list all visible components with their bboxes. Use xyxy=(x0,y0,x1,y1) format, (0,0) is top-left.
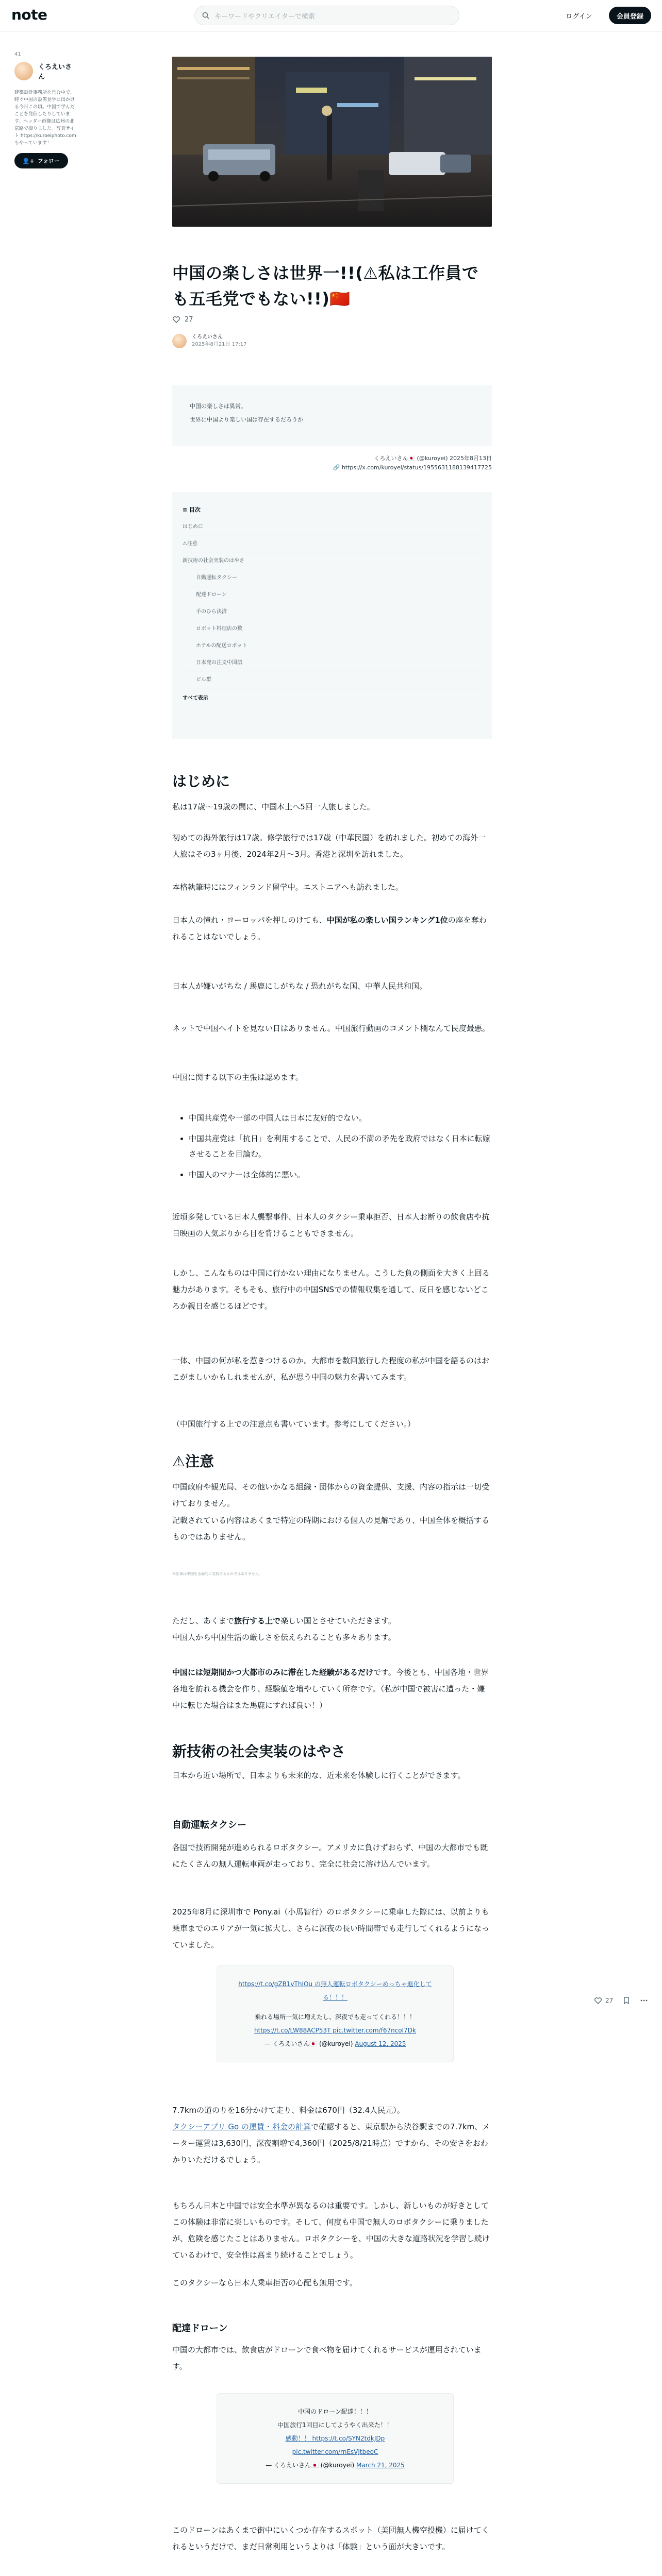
subheading-drone: 配達ドローン xyxy=(172,2323,228,2334)
paragraph: もちろん日本と中国では安全水準が異なるのは重要です。しかし、新しいものが好きとしてこの体験は非常に楽しいものです。そして、何度も中国で無人のロボタクシーに乗りましたが、危険を感じたことはありません。ロボタクシーを、中国の大きな道路状況を学習し続けているわけで、安全性は高まり続けることでしょう。 xyxy=(172,2201,490,2260)
list-icon: ≡ xyxy=(183,506,190,513)
paragraph: 私は17歳〜19歳の間に、中国本土へ5回一人旅しました。 xyxy=(172,802,375,811)
follow-label: フォロー xyxy=(37,158,60,164)
quote-line: 中国の楽しさは異常。 xyxy=(190,403,246,410)
tweet-text: 乗れる場所一気に増えたし、深夜でも走ってくれる！！！ xyxy=(254,2013,416,2021)
sidebar-count: 41 xyxy=(14,52,21,57)
search-box[interactable] xyxy=(194,6,459,25)
paragraph: このタクシーなら日本人乗車拒否の心配も無用です。 xyxy=(172,2278,357,2287)
subheading-taxi: 自動運転タクシー xyxy=(172,1820,246,1831)
paragraph: 中国人から中国生活の厳しさを伝えられることも多々あります。 xyxy=(172,1633,396,1642)
paragraph: （中国旅行する上での注意点も書いています。参考にしてください。） xyxy=(172,1419,416,1429)
paragraph: 2025年8月に深圳市で Pony.ai（小馬智行）のロボタクシーに乗車した際には、以前よりも乗車までのエリアが一気に拡大し、さらに深夜の長い時間帯でも走行してくれるようになっていました。 xyxy=(172,1907,490,1950)
like-row[interactable] xyxy=(172,315,193,324)
paragraph: ただし、あくまで旅行する上で楽しい国とさせていただきます。 xyxy=(172,1616,396,1625)
quote-source-link[interactable]: 🔗 https://x.com/kuroyei/status/1955631188139417725 xyxy=(333,464,492,471)
follow-button[interactable] xyxy=(14,153,68,168)
tweet-text: 中国旅行1回目にしてようやく出来た！！ xyxy=(277,2421,393,2429)
link-icon: 🔗 xyxy=(333,464,342,471)
note-logo[interactable]: note xyxy=(11,6,47,23)
floating-action-bar xyxy=(594,1996,648,2005)
paragraph: 中国には短期間かつ大都市のみに滞在した経験があるだけです。今後とも、中国各地・世界各地を訪れる機会を作り、経験値を増やしていく所存です。（私が中国で被害に遭った・嫌中に転じた場合はまた馬鹿にすれば良い！） xyxy=(172,1668,489,1710)
paragraph: 中国に関する以下の主張は認めます。 xyxy=(172,1073,303,1082)
section-heading-tech: 新技術の社会実装のはやさ xyxy=(172,1743,346,1760)
paragraph: しかし、こんなものは中国に行かない理由になりません。こうした負の側面を大きく上回る魅力があります。そもそも、旅行中の中国SNSでの情報収集を通して、反日を感じないどころか親日を感じるほどです。 xyxy=(172,1268,490,1311)
paragraph: 一体、中国の何が私を惹きつけるのか。大都市を数回旅行した程度の私が中国を語るのはおこがましいかもしれませんが、私が思う中国の魅力を書いてみます。 xyxy=(172,1356,490,1382)
tweet-date-link[interactable]: March 21, 2025 xyxy=(356,2462,405,2469)
list-item: • 中国共産党は「抗日」を利用することで、人民の不満の矛先を政府ではなく日本に転嫁させることを目論む。 xyxy=(189,1128,491,1164)
inline-link[interactable]: タクシーアプリ Go の運賃・料金の計算 xyxy=(172,2122,311,2131)
tweet-author: — くろえいさん🇯🇵 (@kuroyei) August 12, 2025 xyxy=(264,2040,406,2047)
quote-line: 世界に中国より楽しい国は存在するだろうか xyxy=(190,416,303,423)
toc-show-all-button[interactable]: すべて表示 xyxy=(183,696,208,701)
paragraph: ネットで中国ヘイトを見ない日はありません。中国旅行動画のコメント欄なんて民度最悪。 xyxy=(172,1024,490,1033)
toc-item[interactable]: ⚠注意 xyxy=(183,535,482,552)
top-header xyxy=(0,0,662,32)
author-name[interactable]: くろえいさん xyxy=(192,334,223,340)
paragraph: タクシーアプリ Go の運賃・料金の計算で確認すると、東京駅から渋谷駅までの7.7km、メーター運賃は3,630円、深夜割増で4,360円（2025/8/21時点）ですから、その安さをおわかりいただけるでしょう。 xyxy=(172,2122,490,2164)
tweet-embed xyxy=(217,1965,454,2062)
paragraph: 近頃多発している日本人襲撃事件、日本人のタクシー乗車拒否、日本人お断りの飲食店や抗日映画の人気ぶりから目を背けることもできません。 xyxy=(172,1212,490,1238)
toc-item[interactable]: 日本発の注文中国語 xyxy=(183,654,482,671)
heart-icon[interactable] xyxy=(172,315,180,324)
toc-item[interactable]: ホテルの配送ロボット xyxy=(183,637,482,654)
paragraph: 日本から近い場所で、日本よりも未来的な、近未来を体験しに行くことができます。 xyxy=(172,1771,466,1780)
bullet-list xyxy=(181,1108,491,1185)
toc-title[interactable]: ≡ 目次 xyxy=(183,501,482,518)
like-count: 27 xyxy=(185,315,193,324)
article-title: 中国の楽しさは世界一!!(⚠私は工作員でも五毛党でもない!!)🇨🇳 xyxy=(172,263,479,309)
tweet-embed xyxy=(217,2393,454,2484)
quote-box xyxy=(172,385,492,446)
search-icon xyxy=(202,12,209,19)
quote-attribution: くろえいさん🇯🇵 (@kuroyei) 2025年8月13日 xyxy=(374,455,492,462)
bold-text: 中国が私の楽しい国ランキング1位 xyxy=(326,916,448,925)
heart-icon xyxy=(594,1996,602,2005)
author-sidebar xyxy=(14,52,76,168)
article-author[interactable] xyxy=(172,334,247,348)
bookmark-icon[interactable] xyxy=(622,1996,631,2005)
tweet-link[interactable]: https://t.co/LW88ACP53T pic.twitter.com/f67ncoI7Dk xyxy=(254,2027,416,2034)
section-heading-intro: はじめに xyxy=(172,773,230,790)
paragraph: 中国政府や観光局、その他いかなる組織・団体からの資金提供、支援、内容の指示は一切受けておりません。 xyxy=(172,1482,490,1508)
small-note: 本記事は中国を全面的に支持するものではありません。 xyxy=(172,1572,263,1576)
paragraph: このドローンはあくまで街中にいくつか存在するスポット（美団無人機空投機）に届けてくれるというだけで、まだ日常利用というよりは「体験」という面が大きいです。 xyxy=(172,2526,489,2551)
paragraph: 中国の大都市では、飲食店がドローンで食べ物を届けてくれるサービスが運用されています。 xyxy=(172,2345,482,2371)
signup-button[interactable]: 会員登録 xyxy=(609,7,651,24)
hero-image xyxy=(172,57,492,227)
sidebar-author-name[interactable]: くろえいさん xyxy=(38,63,72,81)
list-item: • 中国共産党や一部の中国人は日本に友好的でない。 xyxy=(189,1108,491,1128)
more-icon[interactable] xyxy=(640,1996,648,2005)
paragraph: 初めての海外旅行は17歳。修学旅行では17歳（中華民国）を訪れました。初めての海外一人旅はその3ヶ月後、2024年2月〜3月。香港と深圳を訪れました。 xyxy=(172,833,486,859)
section-heading-warning: ⚠注意 xyxy=(172,1453,214,1470)
paragraph: 各国で技術開発が進められるロボタクシー。アメリカに負けずおらず、中国の大都市でも既にたくさんの無人運転車両が走っており、完全に社会に溶け込んでいます。 xyxy=(172,1843,488,1869)
publish-date: 2025年8月21日 17:17 xyxy=(192,342,247,347)
search-placeholder: キーワードやクリエイターで検索 xyxy=(214,12,315,21)
toc-item[interactable]: はじめに xyxy=(183,518,482,535)
like-count: 27 xyxy=(605,1997,614,2004)
paragraph: 日本人が嫌いがちな / 馬鹿にしがちな / 恐れがちな国、中華人民共和国。 xyxy=(172,981,427,991)
sidebar-author[interactable] xyxy=(14,61,76,81)
tweet-date-link[interactable]: August 12, 2025 xyxy=(355,2040,406,2047)
avatar[interactable] xyxy=(14,62,33,80)
login-button[interactable]: ログイン xyxy=(566,12,592,21)
toc-item[interactable]: ビル群 xyxy=(183,671,482,688)
toc-item[interactable]: 配達ドローン xyxy=(183,586,482,603)
paragraph: 記載されている内容はあくまで特定の時期における個人の見解であり、中国全体を概括するものではありません。 xyxy=(172,1516,490,1541)
paragraph: 本格執筆時にはフィンランド留学中。エストニアへも訪れました。 xyxy=(172,883,403,892)
toc-item[interactable]: 自動運転タクシー xyxy=(183,569,482,586)
table-of-contents xyxy=(172,492,492,739)
list-item: • 中国人のマナーは全体的に悪い。 xyxy=(189,1164,491,1185)
tweet-link[interactable]: pic.twitter.com/rnEsVJtbeoC xyxy=(292,2448,378,2455)
add-user-icon: 👤+ xyxy=(22,157,35,164)
tweet-link[interactable]: 感動！！ https://t.co/SYN2tdkJDp xyxy=(285,2435,385,2442)
sidebar-bio: 建築設計事務所を営む中で、時々中国の設備見学に出かける今日この頃。中国で学んだことを発信したりしています。ヘッダー画像は広州の北京路で撮りました。写真サイト https://kuroeiphoto.com もやっています！ xyxy=(14,90,76,146)
tweet-text: 中国のドローン配達！！！ xyxy=(298,2408,372,2415)
author-avatar[interactable] xyxy=(172,334,187,348)
tweet-link[interactable]: https://t.co/gZB1vThIOu の無人運転ロボタクシーめっちゃ進化してる！！！ xyxy=(238,1980,432,2001)
toc-item[interactable]: 新技術の社会実装のはやさ xyxy=(183,552,482,569)
paragraph: 7.7kmの道のりを16分かけて走り、料金は670円（32.4人民元）。 xyxy=(172,2106,405,2115)
paragraph: 日本人の憧れ・ヨーロッパを押しのけても、中国が私の楽しい国ランキング1位の座を奪われることはないでしょう。 xyxy=(172,916,487,941)
toc-item[interactable]: 手のひら決済 xyxy=(183,603,482,620)
like-button[interactable] xyxy=(594,1996,613,2005)
tweet-author: — くろえいさん🇯🇵 (@kuroyei) March 21, 2025 xyxy=(266,2462,405,2469)
toc-item[interactable]: ロボット料理店の数 xyxy=(183,620,482,637)
